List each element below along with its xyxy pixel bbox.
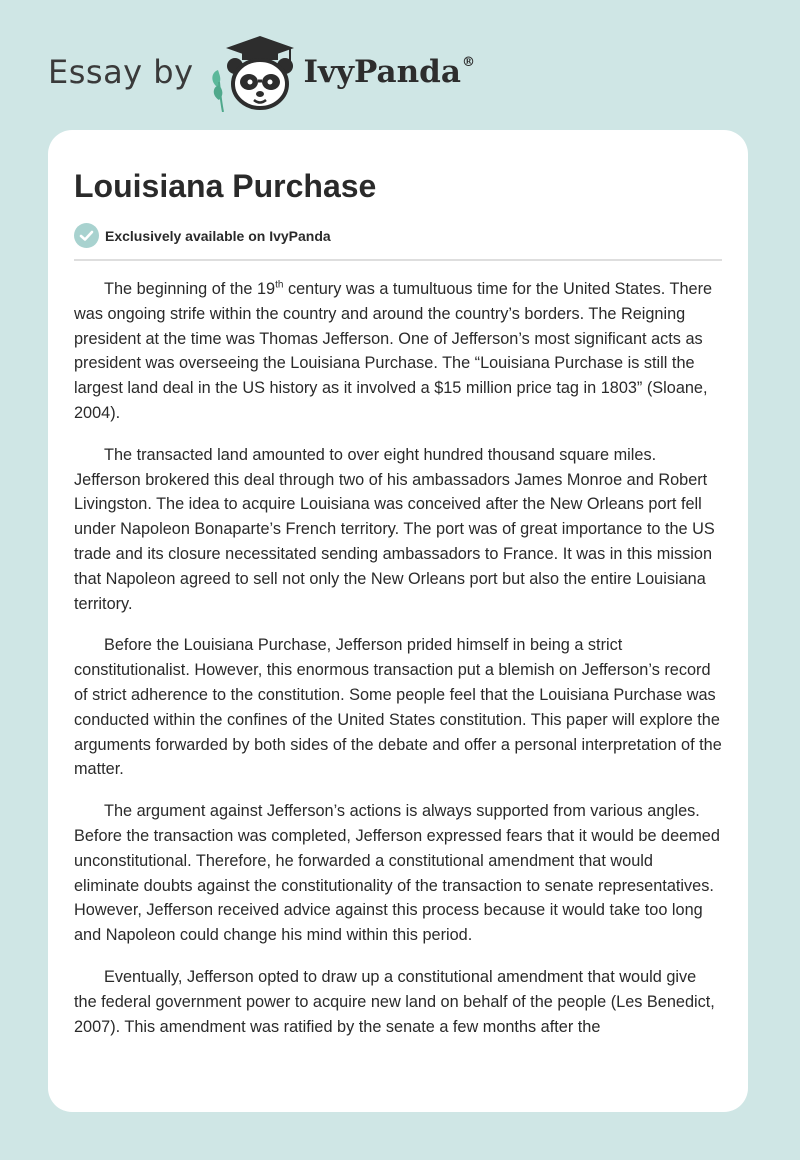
brand-name (304, 54, 475, 90)
paragraph-5: Eventually, Jefferson opted to draw up a constitutional amendment that would give the federal government power to acquire new land on behalf of the people (Les Benedict, 2007). This amendment was ratified by the senate a few months after the (74, 967, 715, 1036)
registered-mark: ® (461, 55, 475, 70)
paragraph-4: The argument against Jefferson’s actions is always supported from various angles. Before the transaction was completed, Jefferson expressed fears that it would be deemed unconstitutional. Therefore, he forwarded a constitutional amendment that would eliminate doubts against the constitutionality of the transaction to senate representatives. However, Jefferson received advice against this process because it would take too long and Napoleon could change his mind within this period. (74, 802, 720, 945)
badge-text: Exclusively available on IvyPanda (105, 227, 331, 244)
paragraph-1 (74, 277, 722, 426)
divider (74, 259, 722, 261)
panda-graduate-logo-icon (208, 32, 300, 112)
check-circle-icon (74, 223, 99, 248)
brand-name-text: IvyPanda (303, 54, 461, 90)
essay-card (48, 130, 748, 1112)
page-title: Louisiana Purchase (74, 168, 377, 204)
site-brand[interactable] (48, 32, 475, 112)
paragraph-1-rest: century was a tumultuous time for the United States. There was ongoing strife within the country and around the country’s borders. The Reigning president at the time was Thomas Jefferson. One of Jefferson’s most significant acts as president was overseeing the Louisiana Purchase. The “Louisiana Purchase is still the largest land deal in the US history as it involved a $15 million price tag in 1803” (Sloane, 2004). (74, 280, 713, 422)
exclusive-badge (74, 223, 722, 248)
ordinal-suffix: th (275, 279, 284, 291)
paragraph-3: Before the Louisiana Purchase, Jefferson prided himself in being a strict constitutionalist. However, this enormous transaction put a blemish on Jefferson’s record of strict adherence to the constitution. Some people feel that the Louisiana Purchase was conducted within the confines of the United States constitution. This paper will explore the arguments forwarded by both sides of the debate and offer a personal interpretation of the matter. (74, 636, 722, 779)
essay-body (74, 277, 722, 1039)
paragraph-2: The transacted land amounted to over eight hundred thousand square miles. Jefferson brokered this deal through two of his ambassadors James Monroe and Robert Livingston. The idea to acquire Louisiana was conceived after the New Orleans port fell under Napoleon Bonaparte’s French territory. The port was of great importance to the US trade and its closure necessitated sending ambassadors to France. It was in this mission that Napoleon agreed to sell not only the New Orleans port but also the entire Louisiana territory. (74, 445, 715, 613)
brand-prefix: Essay by (48, 53, 194, 91)
paragraph-1-start: The beginning of the 19 (104, 280, 276, 298)
